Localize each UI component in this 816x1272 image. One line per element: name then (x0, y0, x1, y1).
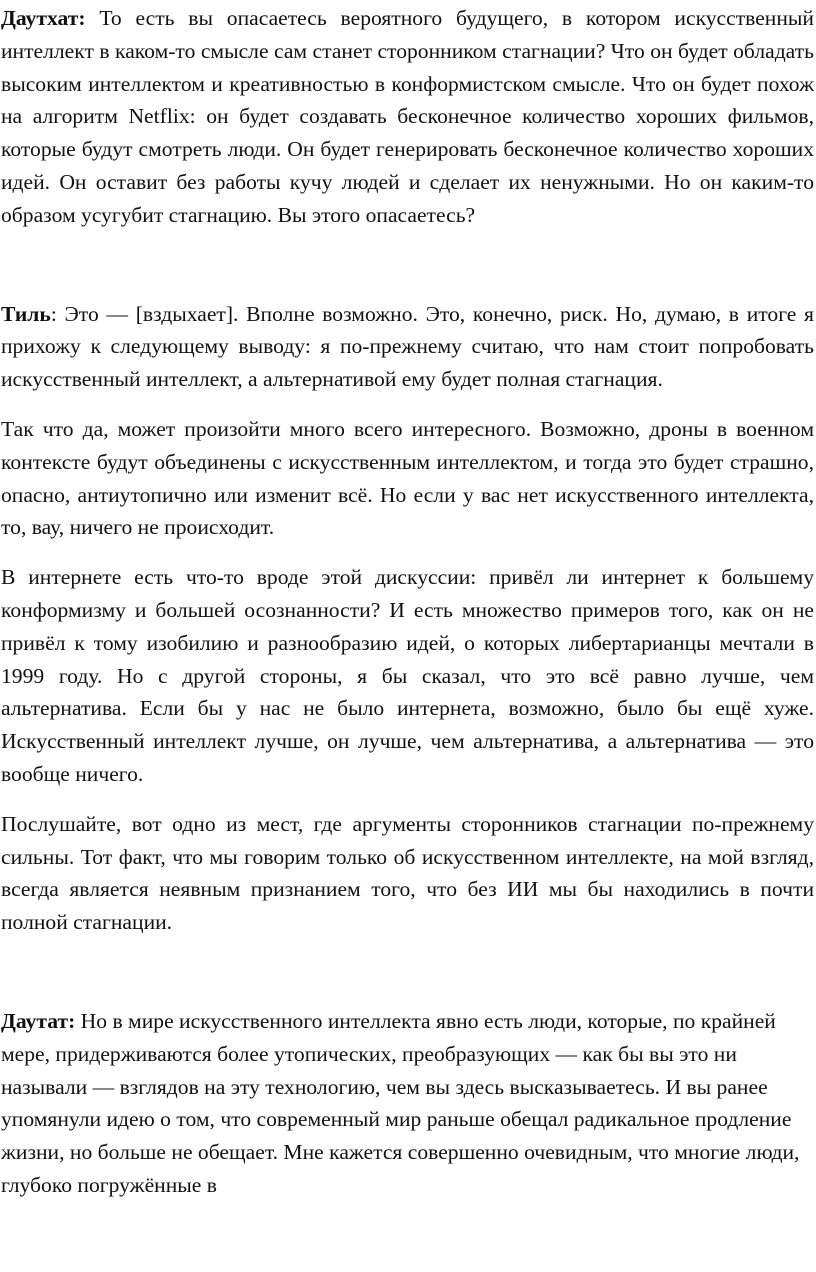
paragraph-text: : Это — [вздыхает]. Вполне возможно. Это, конечно, риск. Но, думаю, в итоге я прихожу к следующему выводу: я по-прежнему считаю, что нам стоит попробовать искусственный интеллект, а альтернативой ему будет полная стагнация. (1, 301, 814, 392)
paragraph-text: То есть вы опасаетесь вероятного будущего, в котором искусственный интеллект в каком-то смысле сам станет сторонником стагнации? Что он будет обладать высоким интеллектом и креативностью в конформистском смысле. Что он будет похож на алгоритм Netflix: он будет создавать бесконечное количество хороших фильмов, которые будут смотреть люди. Он будет генерировать бесконечное количество хороших идей. Он оставит без работы кучу людей и сделает их ненужными. Но он каким-то образом усугубит стагнацию. Вы этого опасаетесь? (1, 6, 814, 227)
speaker-label: Даутхат: (1, 6, 86, 30)
paragraph-text: В интернете есть что-то вроде этой дискуссии: привёл ли интернет к большему конформизму и большей осознанности? И есть множество примеров того, как он не привёл к тому изобилию и разнообразию идей, о которых либертарианцы мечтали в 1999 году. Но с другой стороны, я бы сказал, что это всё равно лучше, чем альтернатива. Если бы у нас не было интернета, возможно, было бы ещё хуже. Искусственный интеллект лучше, он лучше, чем альтернатива, а альтернатива — это вообще ничего. (1, 565, 814, 786)
paragraph-thiel-answer-4 (1, 808, 814, 939)
speaker-label: Даутат: (1, 1008, 76, 1033)
paragraph-thiel-answer-1 (1, 298, 814, 396)
paragraph-douthat-question-2 (1, 1005, 814, 1202)
paragraph-thiel-answer-2 (1, 413, 814, 544)
speaker-label: Тиль (1, 301, 51, 326)
paragraph-text: Так что да, может произойти много всего интересного. Возможно, дроны в военном контексте будут объединены с искусственным интеллектом, и тогда это будет страшно, опасно, антиутопично или изменит всё. Но если у вас нет искусственного интеллекта, то, вау, ничего не происходит. (1, 416, 814, 540)
paragraph-text: Но в мире искусственного интеллекта явно есть люди, которые, по крайней мере, придерживаются более утопических, преобразующих — как бы вы это ни называли — взглядов на эту технологию, чем вы здесь высказываетесь. И вы ранее упомянули идею о том, что современный мир раньше обещал радикальное продление жизни, но больше не обещает. Мне кажется совершенно очевидным, что многие люди, глубоко погружённые в (1, 1008, 800, 1197)
paragraph-douthat-question-1 (1, 2, 814, 232)
paragraph-text: Послушайте, вот одно из мест, где аргументы сторонников стагнации по-прежнему сильны. Тот факт, что мы говорим только об искусственном интеллекте, на мой взгляд, всегда является неявным признанием того, что без ИИ мы бы находились в почти полной стагнации. (1, 811, 814, 935)
paragraph-thiel-answer-3 (1, 561, 814, 791)
